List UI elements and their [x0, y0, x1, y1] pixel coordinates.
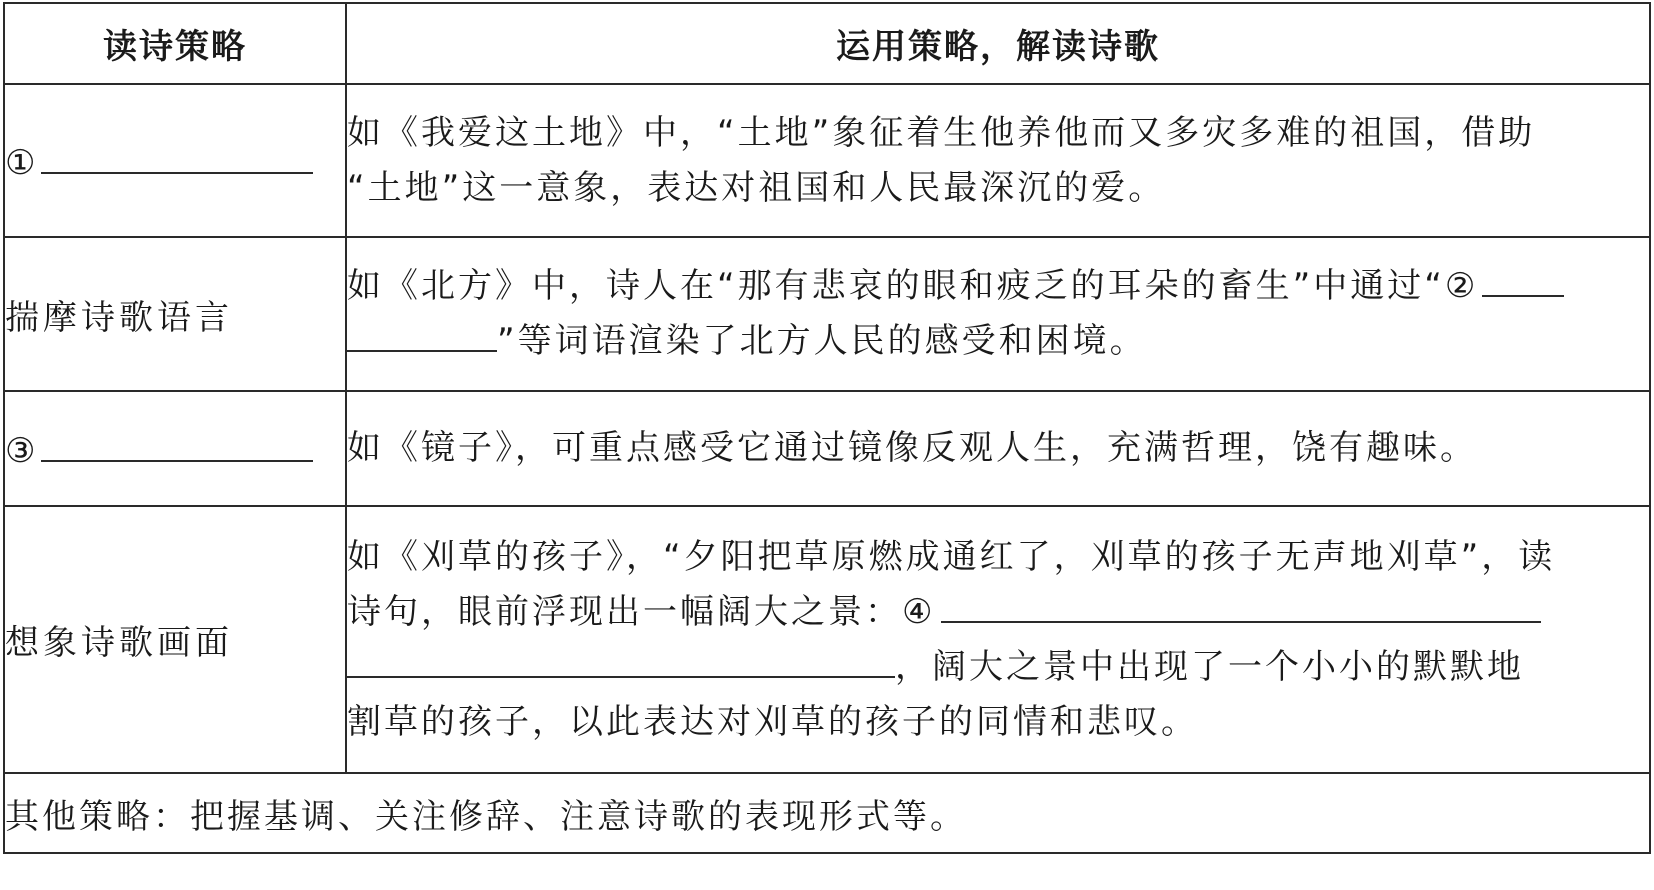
- answer-blank-2b: [347, 316, 497, 352]
- answer-blank-1: [41, 138, 313, 174]
- answer-blank-3: [41, 426, 313, 462]
- strategy-cell-1: [4, 84, 346, 237]
- content-line: [347, 259, 1649, 314]
- content-line: 如《镜子》，可重点感受它通过镜像反观人生，充满哲理，饶有趣味。: [347, 428, 1477, 468]
- other-strategies: 其他策略：把握基调、关注修辞、注意诗歌的表现形式等。: [4, 773, 1650, 853]
- content-text: 诗句，眼前浮现出一幅阔大之景：④: [347, 591, 936, 632]
- answer-blank-4b: [347, 642, 895, 678]
- content-line: [347, 314, 1649, 369]
- content-line: [347, 640, 1649, 695]
- content-text: ”等词语渲染了北方人民的感受和困境。: [497, 321, 1147, 361]
- table-footer-row: [4, 773, 1650, 853]
- blank-marker-3: ③: [5, 431, 36, 471]
- content-line: “土地”这一意象，表达对祖国和人民最深沉的爱。: [347, 167, 1166, 208]
- content-text: 如《北方》中，诗人在“那有悲哀的眼和疲乏的耳朵的畜生”中通过“②: [347, 266, 1479, 306]
- table-row: [4, 506, 1650, 773]
- strategy-cell-3: [4, 391, 346, 506]
- content-text: ，阔大之景中出现了一个小小的默默地: [895, 646, 1524, 687]
- content-cell-1: [346, 84, 1650, 237]
- header-application: 运用策略，解读诗歌: [346, 3, 1650, 84]
- answer-blank-4a: [941, 587, 1541, 623]
- strategy-cell-2: 揣摩诗歌语言: [4, 237, 346, 391]
- content-line: 割草的孩子，以此表达对刈草的孩子的同情和悲叹。: [347, 701, 1198, 742]
- content-cell-2: [346, 237, 1650, 391]
- content-line: 如《刈草的孩子》，“夕阳把草原燃成通红了，刈草的孩子无声地刈草”，读: [347, 536, 1556, 577]
- content-line: [347, 585, 1649, 640]
- table-header-row: [4, 3, 1650, 84]
- reading-strategy-table: [3, 2, 1651, 854]
- table-row: [4, 84, 1650, 237]
- content-line: 如《我爱这土地》中，“土地”象征着生他养他而又多灾多难的祖国，借助: [347, 112, 1536, 153]
- strategy-cell-4: 想象诗歌画面: [4, 506, 346, 773]
- answer-blank-2a: [1482, 261, 1564, 297]
- blank-marker-1: ①: [5, 143, 36, 183]
- table-row: [4, 391, 1650, 506]
- content-cell-3: [346, 391, 1650, 506]
- table-row: [4, 237, 1650, 391]
- content-cell-4: [346, 506, 1650, 773]
- header-strategy: 读诗策略: [4, 3, 346, 84]
